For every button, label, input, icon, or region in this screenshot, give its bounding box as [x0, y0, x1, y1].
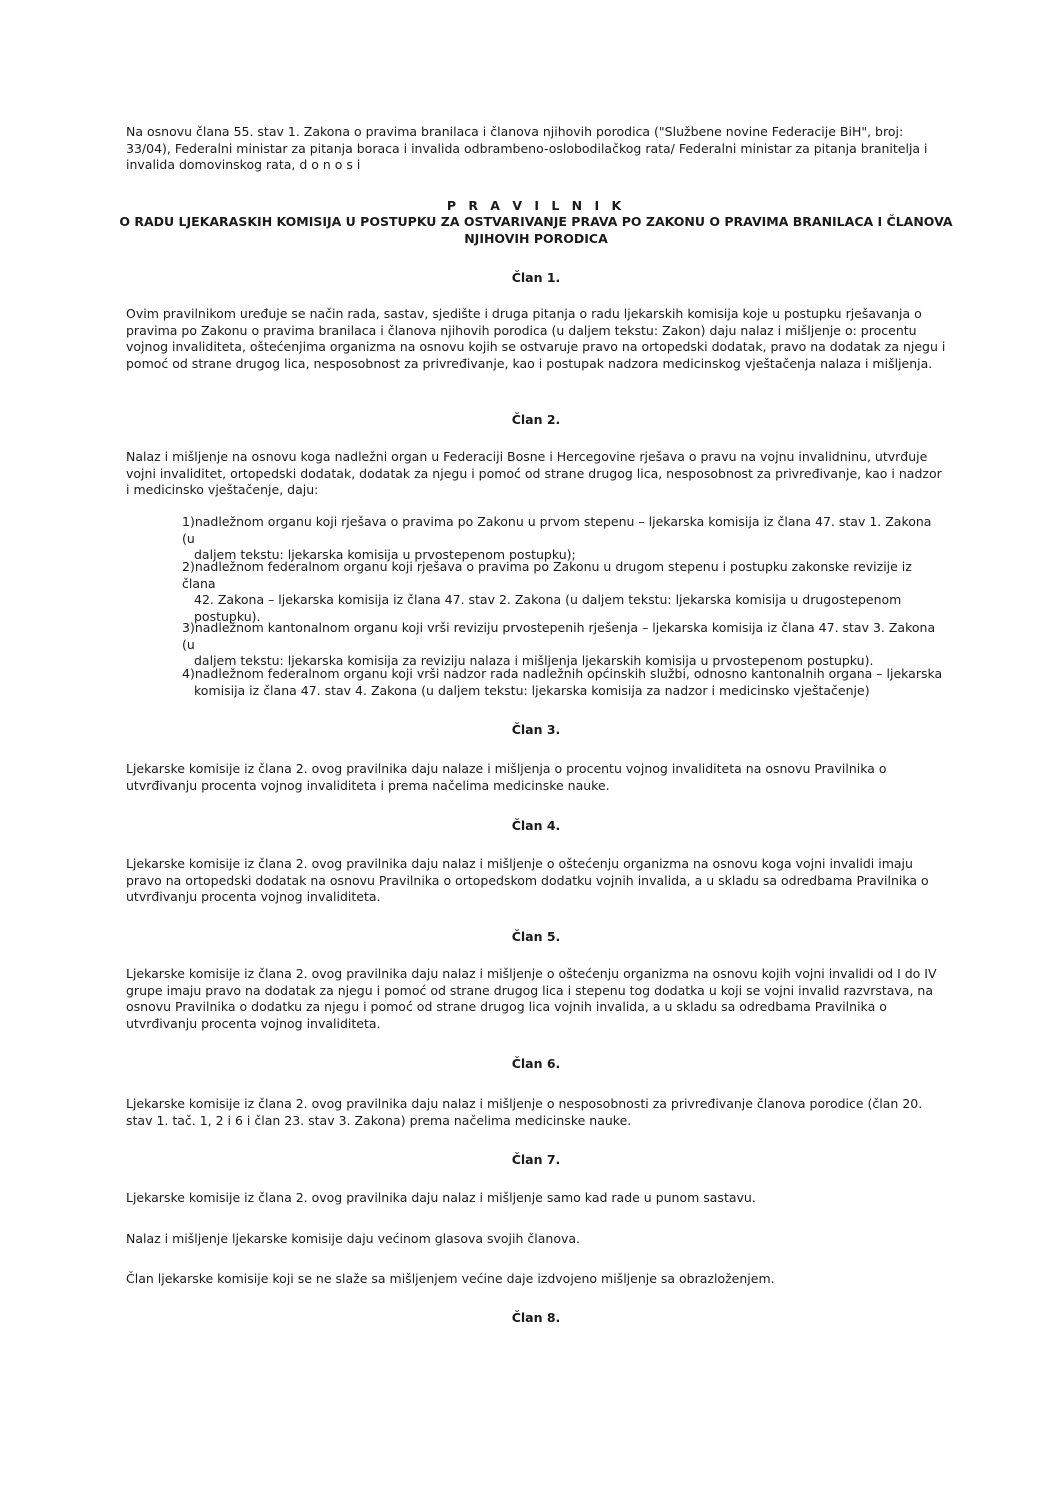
list-item-number: 4)	[182, 666, 195, 681]
list-item	[182, 620, 944, 670]
list-item-number: 2)	[182, 559, 195, 574]
list-item-continuation: komisija iz člana 47. stav 4. Zakona (u daljem tekstu: ljekarska komisija za nadzor i medicinsko vještačenje)	[194, 682, 870, 698]
article-paragraph: Ljekarske komisije iz člana 2. ovog pravilnika daju nalaz i mišljenje samo kad rade u punom sastavu.	[126, 1190, 756, 1205]
document-title: P R A V I L N I K	[446, 198, 626, 213]
article-paragraph: Ljekarske komisije iz člana 2. ovog pravilnika daju nalaze i mišljenja o procentu vojnog invaliditeta na osnovu Pravilnika o utvrđivanju procenta vojnog invaliditeta i prema načelima medicinske nauke.	[126, 761, 887, 793]
article-heading: Član 1.	[511, 270, 561, 285]
intro-paragraph: Na osnovu člana 55. stav 1. Zakona o pravima branilaca i članova njihovih porodica ("Službene novine Federacije BiH", broj: 33/04), Federalni ministar za pitanja boraca i invalida odbrambeno-oslobodilačkog rata/ Federalni ministar za pitanja branitelja i invalida domovinskog rata, d o n o s i	[126, 124, 928, 172]
list-item	[182, 514, 944, 564]
list-item-number: 3)	[182, 620, 195, 635]
list-item-text: nadležnom organu koji rješava o pravima po Zakonu u prvom stepenu – ljekarska komisija iz člana 47. stav 1. Zakona (u	[182, 514, 932, 546]
article-heading: Član 2.	[511, 412, 561, 427]
document-subtitle: O RADU LJEKARASKIH KOMISIJA U POSTUPKU ZA OSTVARIVANJE PRAVA PO ZAKONU O PRAVIMA BRANILACA I ČLANOVA NJIHOVIH PORODICA	[119, 214, 953, 246]
article-paragraph: Nalaz i mišljenje na osnovu koga nadležni organ u Federaciji Bosne i Hercegovine rješava o pravu na vojnu invalidninu, utvrđuje vojni invaliditet, ortopedski dodatak, dodatak za njegu i pomoć od strane drugog lica, nesposobnost za privređivanje, kao i nadzor i medicinsko vještačenje, daju:	[126, 449, 942, 497]
article-paragraph: Ljekarske komisije iz člana 2. ovog pravilnika daju nalaz i mišljenje o oštećenju organizma na osnovu koga vojni invalidi imaju pravo na ortopedski dodatak na osnovu Pravilnika o ortopedskom dodatku vojnih invalida, a u skladu sa odredbama Pravilnika o utvrđivanju procenta vojnog invaliditeta.	[126, 856, 929, 904]
list-item-number: 1)	[182, 514, 195, 529]
article-paragraph: Ljekarske komisije iz člana 2. ovog pravilnika daju nalaz i mišljenje o nesposobnosti za privređivanje članova porodice (član 20. stav 1. tač. 1, 2 i 6 i član 23. stav 3. Zakona) prema načelima medicinske nauke.	[126, 1096, 923, 1128]
article-heading: Član 4.	[511, 818, 561, 833]
article-heading: Član 8.	[511, 1310, 561, 1325]
article-paragraph: Ovim pravilnikom uređuje se način rada, sastav, sjedište i druga pitanja o radu ljekarskih komisija koje u postupku rješavanja o pravima po Zakonu o pravima branilaca i članova njihovih porodica (u daljem tekstu: Zakon) daju nalaz i mišljenje o: procentu vojnog invaliditeta, oštećenjima organizma na osnovu kojih se ostvaruje pravo na ortopedski dodatak, pravo na dodatak za njegu i pomoć od strane drugog lica, nesposobnost za privređivanje, kao i postupak nadzora medicinskog vještačenja nalaza i mišljenja.	[126, 306, 946, 371]
list-item-continuation: daljem tekstu: ljekarska komisija u prvostepenom postupku);	[194, 547, 576, 562]
list-item	[182, 666, 944, 699]
article-heading: Član 6.	[511, 1056, 561, 1071]
list-item-continuation: daljem tekstu: ljekarska komisija za reviziju nalaza i mišljenja ljekarskih komisija u prvostepenom postupku).	[194, 653, 874, 668]
article-paragraph: Nalaz i mišljenje ljekarske komisije daju većinom glasova svojih članova.	[126, 1231, 580, 1246]
list-item-text: nadležnom federalnom organu koji rješava o pravima po Zakonu u drugom stepenu i postupku zakonske revizije iz člana	[182, 559, 912, 591]
list-item-text: nadležnom kantonalnom organu koji vrši reviziju prvostepenih rješenja – ljekarska komisija iz člana 47. stav 3. Zakona (u	[182, 620, 936, 652]
article-paragraph: Član ljekarske komisije koji se ne slaže sa mišljenjem većine daje izdvojeno mišljenje sa obrazloženjem.	[126, 1271, 775, 1286]
article-paragraph: Ljekarske komisije iz člana 2. ovog pravilnika daju nalaz i mišljenje o oštećenju organizma na osnovu kojih vojni invalidi od I do IV grupe imaju pravo na dodatak za njegu i pomoć od strane drugog lica i stepenu tog dodatka u koji se vojni invalid razvrstava, na osnovu Pravilnika o dodatku za njegu i pomoć od strane drugog lica vojnih invalida, a u skladu sa odredbama Pravilnika o utvrđivanju procenta vojnog invaliditeta.	[126, 966, 937, 1031]
list-item-continuation: 42. Zakona – ljekarska komisija iz člana 47. stav 2. Zakona (u daljem tekstu: ljekarska komisija u drugostepenom postupku).	[194, 592, 902, 624]
article-heading: Član 7.	[511, 1152, 561, 1167]
list-item-text: nadležnom federalnom organu koji vrši nadzor rada nadležnih općinskih službi, odnosno kantonalnih organa – ljekarska	[194, 666, 943, 681]
list-item	[182, 559, 944, 625]
article-heading: Član 3.	[511, 722, 561, 737]
article-heading: Član 5.	[511, 929, 561, 944]
